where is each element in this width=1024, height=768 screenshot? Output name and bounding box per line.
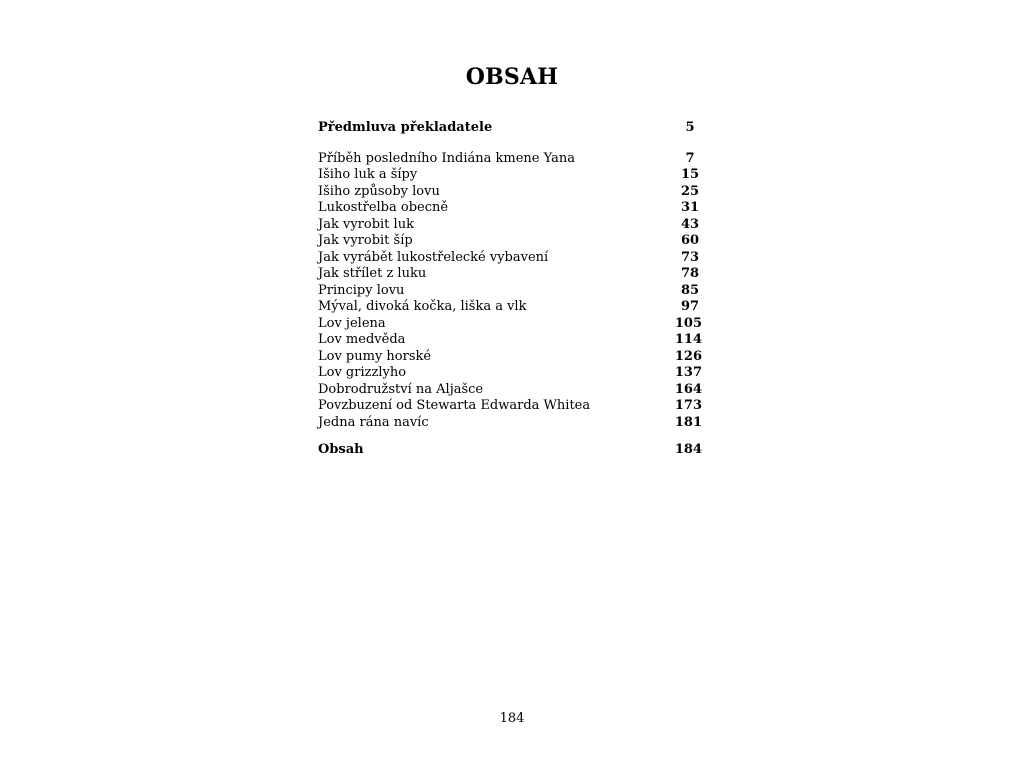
table-of-contents — [318, 120, 702, 459]
toc-entry-page: 173 — [674, 398, 702, 413]
toc-entry-label: Jedna rána navíc — [318, 414, 429, 430]
toc-entry-page: 105 — [674, 315, 702, 331]
toc-entry — [318, 299, 702, 316]
toc-entry-label: Lov pumy horské — [318, 348, 432, 364]
toc-entry — [318, 200, 702, 217]
toc-entry-label: Jak vyrábět lukostřelecké vybavení — [318, 249, 549, 265]
toc-entry-page: 5 — [685, 120, 695, 135]
toc-entry-label: Lov medvěda — [318, 332, 406, 347]
toc-entry-page: 7 — [685, 150, 695, 166]
toc-entry — [318, 365, 702, 382]
spacer — [318, 431, 702, 442]
toc-entry-page: 73 — [680, 249, 700, 265]
toc-entry-contents — [318, 442, 702, 459]
toc-entry-page: 184 — [674, 442, 702, 457]
toc-entry — [318, 283, 702, 300]
toc-entry-label: Lukostřelba obecně — [318, 200, 449, 215]
toc-entry — [318, 217, 702, 234]
toc-entry-label: Dobrodružství na Aljašce — [318, 381, 484, 397]
toc-entry-label: Předmluva překladatele — [318, 120, 493, 135]
toc-entry-label: Jak vyrobit luk — [318, 216, 414, 232]
toc-entry-label: Lov grizzlyho — [318, 365, 407, 380]
toc-entry-page: 85 — [680, 282, 700, 298]
page-title: OBSAH — [465, 64, 559, 90]
toc-entry-label: Mýval, divoká kočka, liška a vlk — [318, 299, 527, 314]
toc-entry-page: 164 — [674, 381, 702, 397]
toc-entry — [318, 151, 702, 168]
toc-entry — [318, 316, 702, 333]
toc-entry-page: 78 — [680, 266, 700, 281]
toc-entry-page: 181 — [674, 414, 702, 430]
toc-entry-page: 126 — [674, 348, 702, 364]
toc-entry — [318, 266, 702, 283]
toc-entry — [318, 398, 702, 415]
toc-entry-label: Principy lovu — [318, 282, 405, 298]
toc-entry-label: Povzbuzení od Stewarta Edwarda Whitea — [318, 398, 591, 413]
toc-entry-page: 60 — [680, 233, 700, 248]
toc-entry-preface — [318, 120, 702, 137]
toc-entry-page: 97 — [680, 299, 700, 314]
toc-entries — [318, 151, 702, 432]
toc-entry — [318, 382, 702, 399]
toc-entry-page: 31 — [680, 200, 700, 215]
toc-entry — [318, 250, 702, 267]
toc-entry-page: 25 — [680, 183, 700, 199]
toc-entry-label: Išiho luk a šípy — [318, 167, 418, 182]
spacer — [318, 137, 702, 151]
toc-entry-label: Příběh posledního Indiána kmene Yana — [318, 150, 576, 166]
toc-entry — [318, 415, 702, 432]
toc-entry — [318, 349, 702, 366]
toc-entry-label: Išiho způsoby lovu — [318, 183, 440, 199]
page-number: 184 — [499, 711, 525, 726]
toc-entry-label: Obsah — [318, 442, 364, 457]
toc-entry — [318, 167, 702, 184]
toc-entry-label: Lov jelena — [318, 315, 386, 331]
toc-entry-page: 15 — [680, 167, 700, 182]
toc-entry-page: 137 — [674, 365, 702, 380]
toc-entry — [318, 332, 702, 349]
toc-entry-page: 114 — [674, 332, 702, 347]
toc-entry-page: 43 — [680, 216, 700, 232]
toc-entry — [318, 233, 702, 250]
toc-entry — [318, 184, 702, 201]
toc-entry-label: Jak vyrobit šíp — [318, 233, 413, 248]
toc-entry-label: Jak střílet z luku — [318, 266, 427, 281]
